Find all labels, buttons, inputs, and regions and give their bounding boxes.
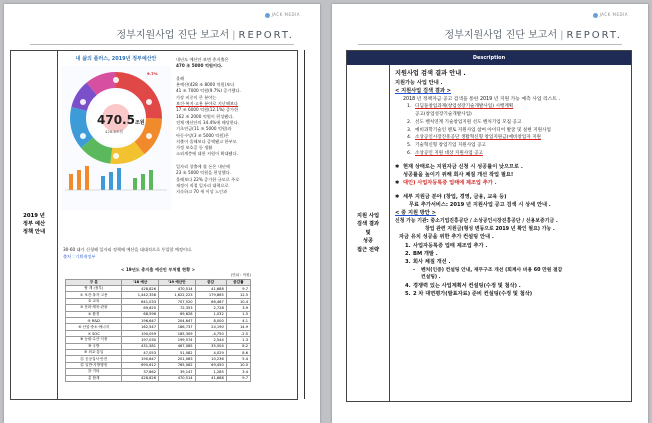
ministry-budget-table bbox=[65, 279, 251, 382]
list-item-text: 예비과학기술인 멘토 지원사업 참여 아이디어 발굴 및 실현 지원사업 bbox=[415, 127, 551, 133]
table-cell: ⑤ R&D bbox=[66, 318, 122, 324]
table-cell: 428,826 bbox=[122, 286, 159, 292]
list-item bbox=[407, 111, 629, 119]
table-cell: 4,029 bbox=[195, 349, 226, 355]
section-heading bbox=[395, 87, 629, 95]
table-cell: 1.3 bbox=[226, 337, 250, 343]
table-cell: 470,514 bbox=[159, 375, 196, 381]
list-item: 5. 2 차 대면평가(발표자료) 준비 컨설팅(수정 및 첨삭) bbox=[405, 291, 533, 298]
label-line: 접근 전략 bbox=[356, 246, 380, 253]
table-cell: ① 보건·복지·고용 bbox=[66, 292, 122, 298]
org-line: 신청 가능 기관: 중소기업진흥공단 / 소상공인시장진흥공단 / 신용보증기금 . bbox=[395, 217, 558, 224]
budget-text-line: 23 조 5000 억원을 편성했다. bbox=[176, 170, 232, 176]
table-cell: 4.1 bbox=[226, 318, 250, 324]
result-title: 지원사업 검색 결과 안내 . bbox=[395, 70, 466, 77]
ministry-budget-table-block bbox=[65, 267, 251, 382]
budget-infographic bbox=[61, 55, 171, 211]
table-cell: 190,059 bbox=[122, 330, 159, 336]
budget-text-block bbox=[176, 57, 294, 196]
budget-text-line: 전체 예산안의 34.4%에 해당한다. bbox=[176, 119, 240, 125]
table-cell: 196,647 bbox=[122, 318, 159, 324]
ministry-table-title: < 19년도 총지출 예산안 부처별 현황 > bbox=[120, 267, 196, 272]
table-cell: 1,285 bbox=[195, 369, 226, 375]
page-header bbox=[358, 26, 622, 42]
brand-text: JACK MEDIA bbox=[599, 12, 628, 17]
header-report: REPORT. bbox=[566, 30, 622, 41]
table-header-cell: 증감률 bbox=[226, 279, 250, 285]
description-header: Description bbox=[347, 51, 631, 65]
table-cell: 47,053 bbox=[122, 349, 159, 355]
plan-steps bbox=[395, 242, 629, 299]
label-line: 검색 결과 bbox=[356, 221, 380, 228]
list-item: 3. 예비과학기술인 멘토 지원사업 참여 아이디어 발굴 및 실현 지원사업 bbox=[407, 127, 551, 133]
section-label-support bbox=[347, 65, 390, 401]
budget-footnote: 30-60 대가 신청해 일자리 정책에 예산을 대대적으로 투입할 예정이다. bbox=[63, 247, 193, 252]
label-line: 및 bbox=[365, 229, 371, 236]
table-cell: 162,547 bbox=[122, 324, 159, 330]
budget-text-line: 일자리 창출에 쓸 돈은 내년에 bbox=[176, 164, 230, 170]
table-cell: 68,596 bbox=[122, 311, 159, 317]
infographic-total-unit: 조원 bbox=[134, 120, 145, 126]
table-cell: ⑦ SOC bbox=[66, 330, 122, 336]
list-item: 1. 디딤돌창업과제(창업성장기술개발사업) 시행계획 bbox=[407, 104, 514, 110]
result-intro: 2018 년 정책자금 공고 검색을 통한 2019 년 지원 가능 예측 사업 리스트 . bbox=[403, 96, 560, 102]
header-rule bbox=[30, 44, 294, 45]
status-note bbox=[395, 163, 629, 171]
list-item-text: 선도 벤처연계 기술창업지원 선도 벤처기업 모집 공고 bbox=[415, 119, 522, 125]
table-cell: 1.5 bbox=[226, 311, 250, 317]
list-item-text: 기술혁신형 창업기업 지원사업 공고 bbox=[415, 143, 486, 149]
status-note-text: 성공률을 높이기 위해 회사 체질 개선 작업 필요! bbox=[403, 172, 514, 179]
table-cell: 2,544 bbox=[195, 337, 226, 343]
budget-text-line: 내년도 예산안 보면 총지출은 bbox=[176, 57, 229, 62]
table-header-cell: '18 예산 bbox=[122, 279, 159, 285]
budget-text-line: 17 조 6000 억원(12.1%) 증가한 bbox=[176, 107, 239, 113]
table-cell: 10,236 bbox=[195, 356, 226, 362]
list-item-text: 벤처(인증) 컨설팅 안내, 재무구조 개선 (회계사 비용 60 만원 절감 bbox=[421, 267, 563, 273]
list-item bbox=[405, 274, 629, 282]
page-header bbox=[30, 26, 294, 42]
list-item: 3. 회사 체질 개선 . bbox=[405, 259, 451, 266]
budget-text-line: 올해보다 22% 증가한 규모로 주로 bbox=[176, 176, 240, 182]
table-cell: -2.5 bbox=[226, 330, 250, 336]
table-cell: 9.7 bbox=[226, 286, 250, 292]
list-item: 4. 경쟁력 있는 사업계획서 컨설팅(수정 및 첨삭) . bbox=[405, 282, 521, 289]
list-item-text: BM 개발 . bbox=[413, 250, 438, 257]
brand-logo bbox=[593, 12, 628, 18]
budget-text-line: 소외계층에 대한 지원이 확대됐다. bbox=[176, 151, 238, 157]
budget-text-line: 가장 비중이 큰 분야는 bbox=[176, 94, 217, 100]
table-cell: 69,625 bbox=[122, 305, 159, 311]
table-cell: 5.4 bbox=[226, 356, 250, 362]
section-heading-text: < 중 지원 방안 > bbox=[395, 210, 436, 217]
table-cell: 190,847 bbox=[122, 356, 159, 362]
table-cell: 8.6 bbox=[226, 349, 250, 355]
table-cell: 179,865 bbox=[195, 292, 226, 298]
list-item-text: 경쟁력 있는 사업계획서 컨설팅(수정 및 첨삭) . bbox=[413, 282, 521, 289]
section-heading bbox=[395, 209, 629, 217]
table-header-cell: '19 예산안 bbox=[159, 279, 196, 285]
brand-logo bbox=[265, 12, 300, 18]
budget-source: 출처 : 기획재정부 bbox=[63, 254, 96, 259]
table-cell: ⑧ 농림·수산·식품 bbox=[66, 337, 122, 343]
label-line: 정부 예산 bbox=[22, 221, 46, 228]
list-item: 4. 소상공인시장진흥공단 생활혁신형 창업지원금(예비창업자 지원 bbox=[407, 135, 541, 141]
table-cell: ⑨ 국방 bbox=[66, 343, 122, 349]
budget-text-line: 올해 bbox=[176, 75, 185, 81]
table-cell: 69,450 bbox=[195, 362, 226, 368]
table-cell: 431,581 bbox=[122, 343, 159, 349]
label-line: 2019 년 bbox=[23, 213, 45, 220]
list-item-text: 2 차 대면평가(발표자료) 준비 컨설팅(수정 및 첨삭) bbox=[413, 291, 533, 298]
table-header-cell: 구 분 bbox=[66, 279, 122, 285]
budget-text-line: 기초연금(11 조 5000 억원)과 bbox=[176, 126, 232, 132]
table-cell: 695,612 bbox=[122, 362, 159, 368]
table-cell: 204,647 bbox=[159, 318, 196, 324]
report-page-right bbox=[332, 4, 648, 423]
budget-text-line: 지출이 올해보다 증액됐고 한부모 bbox=[176, 138, 237, 144]
table-cell: 66,487 bbox=[195, 298, 226, 304]
support-field-text: 세부 지원금 분야 (창업, 경영, 금융, 교육 등) bbox=[403, 193, 507, 200]
table-cell: 470,514 bbox=[159, 286, 196, 292]
list-item-text: 컨설팅) . bbox=[421, 275, 441, 281]
brand-mark-icon bbox=[265, 13, 270, 18]
table-row bbox=[66, 375, 251, 381]
table-cell: 1,442,358 bbox=[122, 292, 159, 298]
table-cell: 41,688 bbox=[195, 375, 226, 381]
table-cell: 9.7 bbox=[226, 375, 250, 381]
list-item: 2. 선도 벤처연계 기술창업지원 선도 벤처기업 모집 공고 bbox=[407, 119, 522, 125]
table-cell: 51,082 bbox=[159, 349, 196, 355]
table-cell: 37,862 bbox=[122, 369, 159, 375]
table-cell: 641,033 bbox=[122, 298, 159, 304]
table-cell: ⑩ 외교·통일 bbox=[66, 349, 122, 355]
list-item: - 벤처(인증) 컨설팅 안내, 재무구조 개선 (회계사 비용 60 만원 절감 bbox=[413, 267, 563, 273]
status-note-text: 현재 상태로는 지원자금 신청 시 성공률이 낮으므로 . bbox=[403, 163, 523, 170]
result-subtitle: 지원가능 사업 안내 . bbox=[395, 79, 443, 86]
table-header-cell: 증감 bbox=[195, 279, 226, 285]
table-cell: 201,083 bbox=[159, 356, 196, 362]
header-rule bbox=[358, 44, 622, 45]
star-icon: ✱ bbox=[395, 193, 400, 200]
support-list bbox=[395, 103, 629, 158]
infographic-title: 내 삶의 플러스, 2019년 정부예산안 bbox=[75, 56, 157, 62]
list-item-text: 소상공인 지원 대상 지원사업 공고 bbox=[415, 151, 483, 156]
table-cell: 합 계 (정부) bbox=[66, 286, 122, 292]
header-separator: | bbox=[560, 30, 564, 41]
budget-donut-chart bbox=[61, 62, 171, 210]
table-cell: 1,032 bbox=[195, 311, 226, 317]
label-line: 성공 bbox=[362, 238, 374, 245]
table-cell: ⑫ 일반·지방행정 bbox=[66, 362, 122, 368]
star-icon: ✱ bbox=[395, 180, 400, 187]
table-cell: 3.9 bbox=[226, 305, 250, 311]
plan-line: 자금 유치 성공을 위한 추가 컨설팅 안내 . bbox=[399, 234, 494, 241]
section-heading-text: < 지원사업 검색 결과 > bbox=[395, 88, 452, 95]
essential-note bbox=[395, 179, 629, 187]
infographic-prev-total: 428.8조원 bbox=[105, 129, 124, 134]
header-title: 정부지원사업 진단 보고서 bbox=[116, 30, 230, 41]
table-cell: 72,353 bbox=[159, 305, 196, 311]
budget-table-frame bbox=[10, 50, 298, 400]
table-cell: 24,190 bbox=[195, 324, 226, 330]
table-cell: 8.2 bbox=[226, 343, 250, 349]
table-cell: 707,520 bbox=[159, 298, 196, 304]
infographic-growth-rate: 9.7% bbox=[147, 71, 158, 76]
support-table-frame bbox=[346, 50, 632, 402]
table-cell: 12.5 bbox=[226, 292, 250, 298]
list-item: 6. 소상공인 지원 대상 지원사업 공고 bbox=[407, 151, 483, 156]
table-cell: ③ 문화·체육·관광 bbox=[66, 305, 122, 311]
table-cell: 765,062 bbox=[159, 362, 196, 368]
header-separator: | bbox=[232, 30, 236, 41]
essential-note-text: 대인) 사업자등록증 업태에 제조업 추가 . bbox=[403, 180, 497, 187]
table-cell: 428,826 bbox=[122, 375, 159, 381]
table-cell: 41,688 bbox=[195, 286, 226, 292]
budget-text-line: 가정 보호증 등 생활 bbox=[176, 145, 213, 151]
table-cell: ② 교육 bbox=[66, 298, 122, 304]
budget-text-line: 470 조 5000 억원이다. bbox=[176, 63, 223, 69]
table-cell: 39,147 bbox=[159, 369, 196, 375]
table-cell: ⑬ 기타 bbox=[66, 369, 122, 375]
table-cell: -4,750 bbox=[195, 330, 226, 336]
table-cell: 2,728 bbox=[195, 305, 226, 311]
table-cell: ④ 환경 bbox=[66, 311, 122, 317]
table-cell: 467,085 bbox=[159, 343, 196, 349]
budget-text-line: 41 조 7000 억원(9.7%) 증가했다. bbox=[176, 88, 241, 94]
header-title: 정부지원사업 진단 보고서 bbox=[444, 30, 558, 41]
list-item-text: 회사 체질 개선 . bbox=[413, 259, 451, 266]
table-cell: 8,000 bbox=[195, 318, 226, 324]
infographic-total bbox=[97, 113, 145, 127]
budget-text-line: 162 조 2000 억원이 편성됐다. bbox=[176, 113, 234, 119]
table-cell: 199,574 bbox=[159, 337, 196, 343]
table-cell: 35,504 bbox=[195, 343, 226, 349]
brand-text: JACK MEDIA bbox=[271, 12, 300, 17]
budget-text-line: 본예산(428 조 8000 억원)보다 bbox=[176, 82, 235, 88]
brand-mark-icon bbox=[593, 13, 598, 18]
section-label-budget bbox=[11, 51, 58, 399]
budget-text-line: 보건·복지·고용 분야로 지난해보다 bbox=[176, 101, 238, 107]
table-cell: 3.4 bbox=[226, 369, 250, 375]
table-cell: ⑥ 산업·중소·에너지 bbox=[66, 324, 122, 330]
list-item-text: 디딤돌창업과제(창업성장기술개발사업) 시행계획 bbox=[415, 104, 514, 110]
budget-text-line: 지속하고 70 세 이상 노인과 bbox=[176, 189, 228, 195]
budget-text-line: 아동수당(3 조 5000 억원)은 bbox=[176, 132, 229, 138]
list-item-text: 사업자등록증 업태 제조업 추가 . bbox=[413, 242, 488, 249]
table-cell: 14.9 bbox=[226, 324, 250, 330]
table-cell: 185,309 bbox=[159, 330, 196, 336]
header-report: REPORT. bbox=[238, 30, 294, 41]
list-item: 2. BM 개발 . bbox=[405, 250, 438, 257]
infographic-total-value: 470.5 bbox=[97, 113, 135, 127]
budget-text-line: 재정이 직접 일자리 대책으로 bbox=[176, 182, 229, 188]
table-cell: 10.4 bbox=[226, 298, 250, 304]
list-item-text: 소상공인시장진흥공단 생활혁신형 창업지원금(예비창업자 지원 bbox=[415, 135, 541, 141]
table-cell: 197,030 bbox=[122, 337, 159, 343]
free-service-text: 무료 추가서비스: 2019 년 지원사업 공고 검색 시 상세 안내 . bbox=[409, 202, 551, 209]
report-page-left bbox=[4, 4, 320, 423]
ministry-table-unit: (단위 : 억원) bbox=[230, 273, 251, 278]
label-line: 정책 안내 bbox=[22, 228, 46, 235]
table-cell: 총 합계 bbox=[66, 375, 122, 381]
star-icon: ✱ bbox=[395, 163, 400, 170]
table-cell: 10.0 bbox=[226, 362, 250, 368]
list-item: 5. 기술혁신형 창업기업 지원사업 공고 bbox=[407, 143, 486, 149]
support-content bbox=[395, 69, 629, 299]
org-line: 창업 관련 지원금(형성 변동으로 2019 년 확인 필요) 가능 . bbox=[425, 225, 555, 232]
list-item-text: 공고(창업성장기술개발사업) bbox=[415, 112, 472, 118]
label-line: 지원 사업 bbox=[356, 212, 380, 219]
table-cell: 186,737 bbox=[159, 324, 196, 330]
right-margin-line bbox=[304, 50, 305, 399]
table-cell: 1,622,223 bbox=[159, 292, 196, 298]
list-item: 1. 사업자등록증 업태 제조업 추가 . bbox=[405, 242, 488, 249]
table-cell: ⑪ 공공질서·안전 bbox=[66, 356, 122, 362]
table-cell: 69,628 bbox=[159, 311, 196, 317]
support-field-note bbox=[395, 193, 629, 201]
